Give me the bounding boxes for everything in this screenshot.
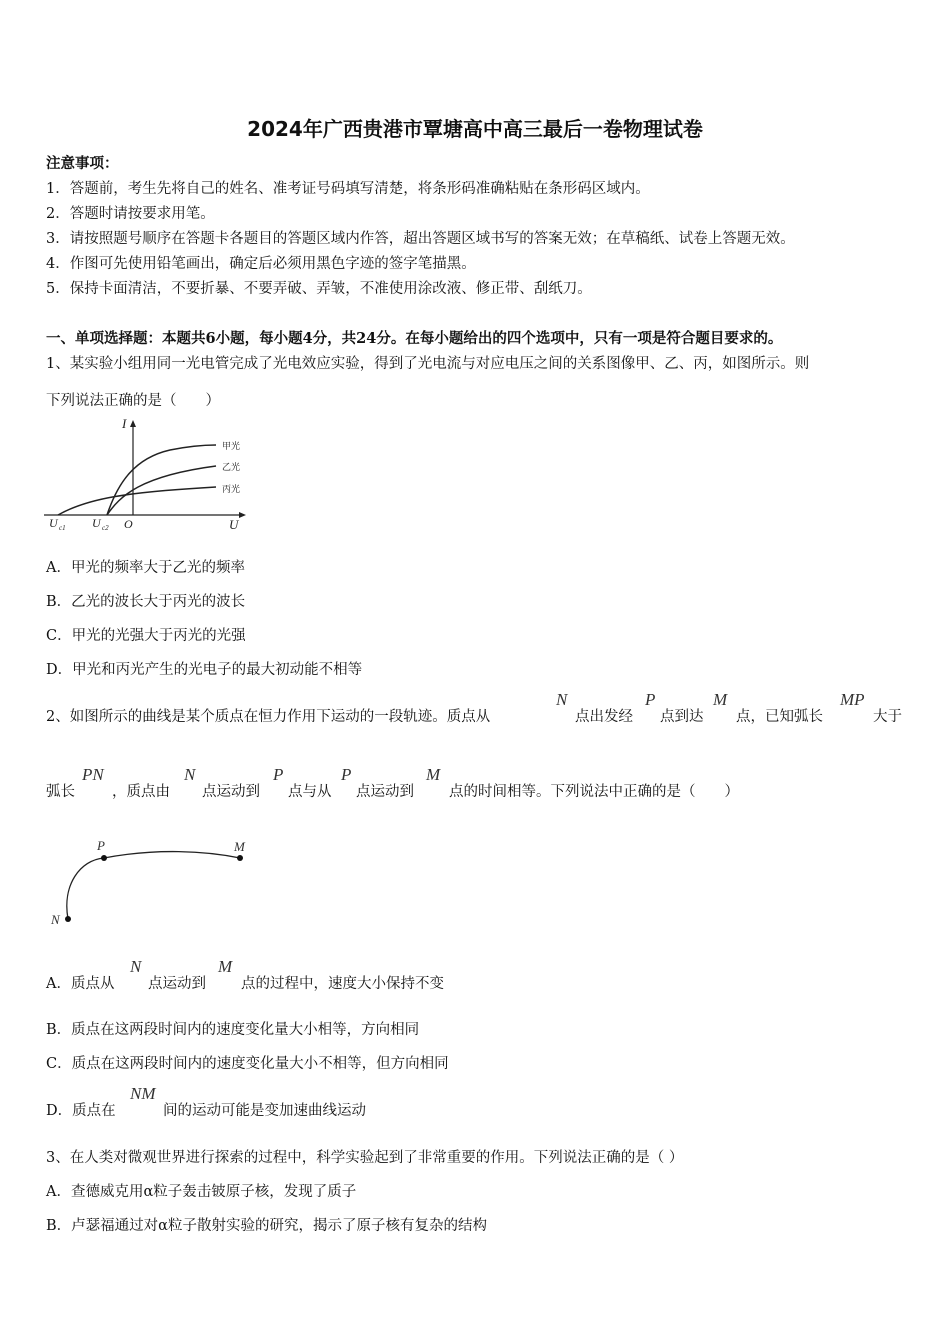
q2-symbol-p: P <box>273 765 284 784</box>
notice-item: 3．请按照题号顺序在答题卡各题目的答题区域内作答，超出答题区域书写的答案无效；在草稿纸、试卷上答题无效。 <box>46 231 795 247</box>
label-uc1-sub: c1 <box>59 524 66 532</box>
q3-option-a: A．查德威克用α粒子轰击铍原子核，发现了质子 <box>46 1184 357 1200</box>
trajectory-curve <box>67 852 240 919</box>
q2-symbol-n: N <box>130 957 142 976</box>
q2-symbol-pn: PN <box>82 765 104 784</box>
q2-option-a-part: 点的过程中，速度大小保持不变 <box>241 976 444 992</box>
point-n <box>65 916 71 922</box>
q1-stem-line2: 下列说法正确的是（ ） <box>46 393 220 409</box>
curve-bing <box>58 487 216 515</box>
q2-symbol-nm: NM <box>130 1084 156 1103</box>
q2-option-a-part: A．质点从 <box>46 976 115 992</box>
q2-stem-part: 点运动到 <box>356 784 414 800</box>
q2-symbol-m: M <box>713 690 728 709</box>
q2-trajectory-figure <box>46 835 256 930</box>
q2-stem-part: 弧长 <box>46 784 75 800</box>
q2-option-b: B．质点在这两段时间内的速度变化量大小相等，方向相同 <box>46 1022 420 1038</box>
label-yi: 乙光 <box>222 462 241 472</box>
label-p: P <box>97 838 105 853</box>
label-jia: 甲光 <box>222 441 241 451</box>
point-m <box>237 855 243 861</box>
notice-item: 2．答题时请按要求用笔。 <box>46 206 215 222</box>
label-uc2-sub: c2 <box>102 524 109 532</box>
q2-symbol-p: P <box>341 765 352 784</box>
label-n: N <box>51 912 60 927</box>
q3-option-b: B．卢瑟福通过对α粒子散射实验的研究，揭示了原子核有复杂的结构 <box>46 1218 487 1234</box>
notice-item: 4．作图可先使用铅笔画出，确定后必须用黑色字迹的签字笔描黑。 <box>46 256 476 272</box>
q1-option-d: D．甲光和丙光产生的光电子的最大初动能不相等 <box>46 662 363 678</box>
q2-stem-part: 点的时间相等。下列说法中正确的是（ ） <box>449 784 739 800</box>
q1-stem-line1: 1、某实验小组用同一光电管完成了光电效应实验，得到了光电流与对应电压之间的关系图像甲、乙、丙，如图所示。则 <box>46 356 810 372</box>
q2-option-d-part: 间的运动可能是变加速曲线运动 <box>163 1103 366 1119</box>
label-u: U <box>229 517 239 532</box>
x-axis-arrow <box>239 512 246 518</box>
q2-option-c: C．质点在这两段时间内的速度变化量大小不相等，但方向相同 <box>46 1056 449 1072</box>
q2-symbol-mp: MP <box>840 690 865 709</box>
page-title: 2024年广西贵港市覃塘高中高三最后一卷物理试卷 <box>247 117 703 141</box>
point-p <box>101 855 107 861</box>
q1-iv-graph <box>40 414 260 536</box>
label-bing: 丙光 <box>222 484 241 494</box>
label-m: M <box>234 839 245 854</box>
label-i: I <box>122 416 127 431</box>
q2-symbol-m: M <box>426 765 441 784</box>
q3-stem: 3、在人类对微观世界进行探索的过程中，科学实验起到了非常重要的作用。下列说法正确的是（ ） <box>46 1150 684 1166</box>
q2-symbol-n: N <box>184 765 196 784</box>
q1-option-b: B．乙光的波长大于丙光的波长 <box>46 594 246 610</box>
q2-stem-part: 点，已知弧长 <box>736 709 823 725</box>
section-heading: 一、单项选择题：本题共6小题，每小题4分，共24分。在每小题给出的四个选项中，只有一项是符合题目要求的。 <box>46 330 783 347</box>
q2-stem-part: 点与从 <box>288 784 332 800</box>
label-origin: O <box>124 517 133 531</box>
notice-item: 5．保持卡面清洁，不要折暴、不要弄破、弄皱，不准使用涂改液、修正带、刮纸刀。 <box>46 281 592 297</box>
label-uc2: U <box>92 516 101 530</box>
q2-stem-part: 大于 <box>873 709 902 725</box>
notice-heading: 注意事项： <box>46 155 119 172</box>
notice-item: 1．答题前，考生先将自己的姓名、准考证号码填写清楚，将条形码准确粘贴在条形码区域内。 <box>46 181 650 197</box>
q2-symbol-p: P <box>645 690 656 709</box>
y-axis-arrow <box>130 420 136 427</box>
q2-option-a-part: 点运动到 <box>148 976 206 992</box>
q2-stem-part: 点出发经 <box>575 709 633 725</box>
q2-option-d-part: D．质点在 <box>46 1103 116 1119</box>
q2-stem-part: ，质点由 <box>112 784 170 800</box>
q2-symbol-m: M <box>218 957 233 976</box>
q2-stem-part: 点运动到 <box>202 784 260 800</box>
q1-option-c: C．甲光的光强大于丙光的光强 <box>46 628 246 644</box>
q2-stem-part: 点到达 <box>660 709 704 725</box>
label-uc1: U <box>49 516 58 530</box>
q2-stem-part: 2、如图所示的曲线是某个质点在恒力作用下运动的一段轨迹。质点从 <box>46 709 491 725</box>
curve-jia <box>107 445 216 515</box>
q1-option-a: A．甲光的频率大于乙光的频率 <box>46 560 245 576</box>
q2-symbol-n: N <box>556 690 568 709</box>
